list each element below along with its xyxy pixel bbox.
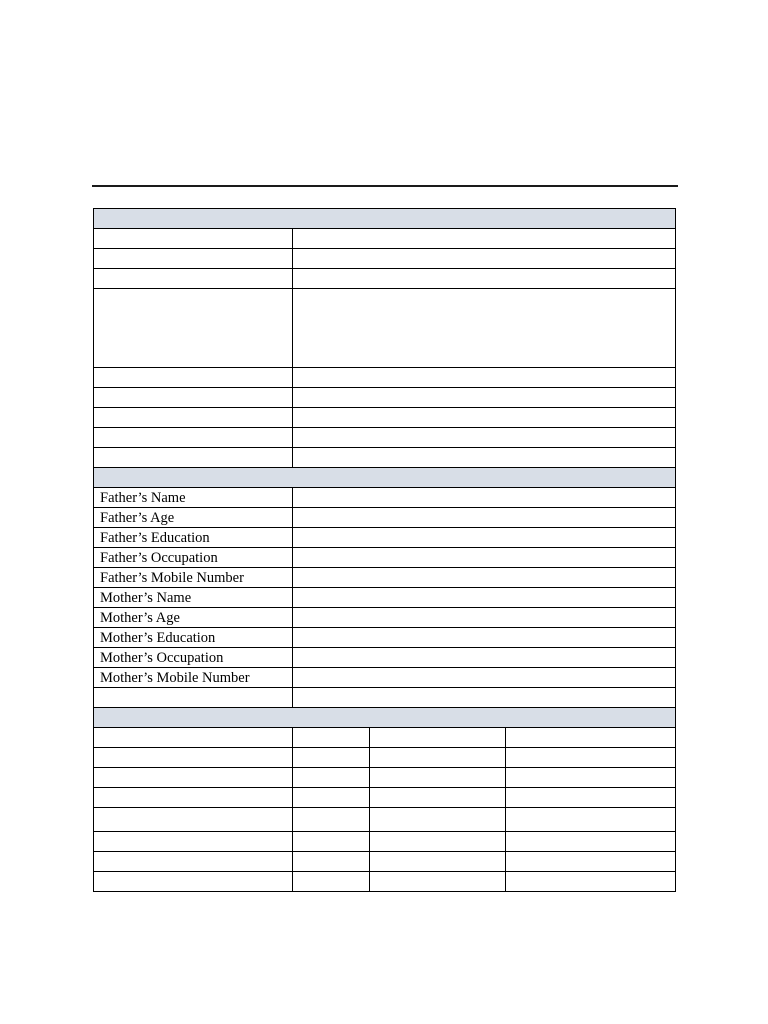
grid-cell[interactable] bbox=[506, 808, 676, 832]
grid-cell[interactable] bbox=[370, 808, 506, 832]
grid-row bbox=[94, 768, 676, 788]
section-2-title bbox=[94, 468, 676, 488]
grid-cell[interactable] bbox=[506, 748, 676, 768]
mother-occupation-field[interactable] bbox=[293, 648, 676, 668]
form-row-father-mobile bbox=[94, 568, 676, 588]
form-row-father-education bbox=[94, 528, 676, 548]
form-row-mother-age bbox=[94, 608, 676, 628]
grid-cell[interactable] bbox=[94, 808, 293, 832]
grid-cell[interactable] bbox=[94, 872, 293, 892]
field-value[interactable] bbox=[293, 368, 676, 388]
grid-cell[interactable] bbox=[94, 852, 293, 872]
field-value[interactable] bbox=[293, 428, 676, 448]
field-value[interactable] bbox=[293, 229, 676, 249]
field-label: Father’s Education bbox=[94, 528, 293, 548]
field-label: Mother’s Education bbox=[94, 628, 293, 648]
form-row-father-age bbox=[94, 508, 676, 528]
grid-cell[interactable] bbox=[94, 788, 293, 808]
field-label: Mother’s Mobile Number bbox=[94, 668, 293, 688]
grid-row bbox=[94, 872, 676, 892]
grid-row bbox=[94, 788, 676, 808]
field-value[interactable] bbox=[293, 388, 676, 408]
form-row-father-occupation bbox=[94, 548, 676, 568]
grid-cell[interactable] bbox=[506, 852, 676, 872]
father-mobile-field[interactable] bbox=[293, 568, 676, 588]
grid-cell[interactable] bbox=[293, 808, 370, 832]
field-value[interactable] bbox=[293, 269, 676, 289]
grid-cell[interactable] bbox=[370, 872, 506, 892]
grid-cell[interactable] bbox=[506, 872, 676, 892]
field-label: Mother’s Age bbox=[94, 608, 293, 628]
grid-row bbox=[94, 832, 676, 852]
field-label: Mother’s Name bbox=[94, 588, 293, 608]
form-row-mother-name bbox=[94, 588, 676, 608]
grid-cell[interactable] bbox=[293, 728, 370, 748]
father-education-field[interactable] bbox=[293, 528, 676, 548]
form-row bbox=[94, 289, 676, 368]
field-label: Father’s Mobile Number bbox=[94, 568, 293, 588]
grid-cell[interactable] bbox=[293, 852, 370, 872]
grid-cell[interactable] bbox=[506, 768, 676, 788]
grid-cell[interactable] bbox=[370, 768, 506, 788]
form-row bbox=[94, 229, 676, 249]
form-row bbox=[94, 428, 676, 448]
section-1-title bbox=[94, 209, 676, 229]
grid-cell[interactable] bbox=[506, 832, 676, 852]
grid-cell[interactable] bbox=[370, 852, 506, 872]
form-row bbox=[94, 688, 676, 708]
grid-cell[interactable] bbox=[370, 728, 506, 748]
form-row bbox=[94, 368, 676, 388]
form-row-mother-mobile bbox=[94, 668, 676, 688]
field-value[interactable] bbox=[293, 408, 676, 428]
field-label bbox=[94, 289, 293, 368]
grid-cell[interactable] bbox=[94, 748, 293, 768]
mother-name-field[interactable] bbox=[293, 588, 676, 608]
grid-cell[interactable] bbox=[94, 832, 293, 852]
mother-age-field[interactable] bbox=[293, 608, 676, 628]
grid-row bbox=[94, 748, 676, 768]
field-label: Father’s Name bbox=[94, 488, 293, 508]
section-2-header bbox=[94, 468, 676, 488]
student-details-form bbox=[93, 208, 676, 892]
father-name-field[interactable] bbox=[293, 488, 676, 508]
form-row-mother-education bbox=[94, 628, 676, 648]
grid-cell[interactable] bbox=[370, 788, 506, 808]
header-rule bbox=[92, 185, 678, 187]
form-row bbox=[94, 269, 676, 289]
field-label bbox=[94, 408, 293, 428]
section-3-header bbox=[94, 708, 676, 728]
field-label: Mother’s Occupation bbox=[94, 648, 293, 668]
field-label bbox=[94, 448, 293, 468]
grid-cell[interactable] bbox=[293, 768, 370, 788]
field-value[interactable] bbox=[293, 448, 676, 468]
field-label bbox=[94, 428, 293, 448]
father-occupation-field[interactable] bbox=[293, 548, 676, 568]
grid-row bbox=[94, 728, 676, 748]
grid-cell[interactable] bbox=[506, 788, 676, 808]
father-age-field[interactable] bbox=[293, 508, 676, 528]
field-label bbox=[94, 368, 293, 388]
form-row bbox=[94, 388, 676, 408]
form-row bbox=[94, 249, 676, 269]
field-value[interactable] bbox=[293, 249, 676, 269]
mother-education-field[interactable] bbox=[293, 628, 676, 648]
field-label bbox=[94, 688, 293, 708]
field-label bbox=[94, 388, 293, 408]
grid-cell[interactable] bbox=[94, 768, 293, 788]
field-label: Father’s Occupation bbox=[94, 548, 293, 568]
grid-cell[interactable] bbox=[293, 832, 370, 852]
grid-cell[interactable] bbox=[94, 728, 293, 748]
form-row bbox=[94, 408, 676, 428]
grid-row bbox=[94, 852, 676, 872]
section-3-title bbox=[94, 708, 676, 728]
grid-cell[interactable] bbox=[293, 872, 370, 892]
grid-cell[interactable] bbox=[370, 832, 506, 852]
form-row bbox=[94, 448, 676, 468]
mother-mobile-field[interactable] bbox=[293, 668, 676, 688]
grid-cell[interactable] bbox=[506, 728, 676, 748]
form-row-father-name bbox=[94, 488, 676, 508]
field-label: Father’s Age bbox=[94, 508, 293, 528]
field-value-multiline[interactable] bbox=[293, 289, 676, 368]
field-label bbox=[94, 269, 293, 289]
field-label bbox=[94, 229, 293, 249]
grid-cell[interactable] bbox=[293, 788, 370, 808]
grid-row bbox=[94, 808, 676, 832]
field-value[interactable] bbox=[293, 688, 676, 708]
grid-cell[interactable] bbox=[370, 748, 506, 768]
form-row-mother-occupation bbox=[94, 648, 676, 668]
field-label bbox=[94, 249, 293, 269]
grid-cell[interactable] bbox=[293, 748, 370, 768]
section-1-header bbox=[94, 209, 676, 229]
